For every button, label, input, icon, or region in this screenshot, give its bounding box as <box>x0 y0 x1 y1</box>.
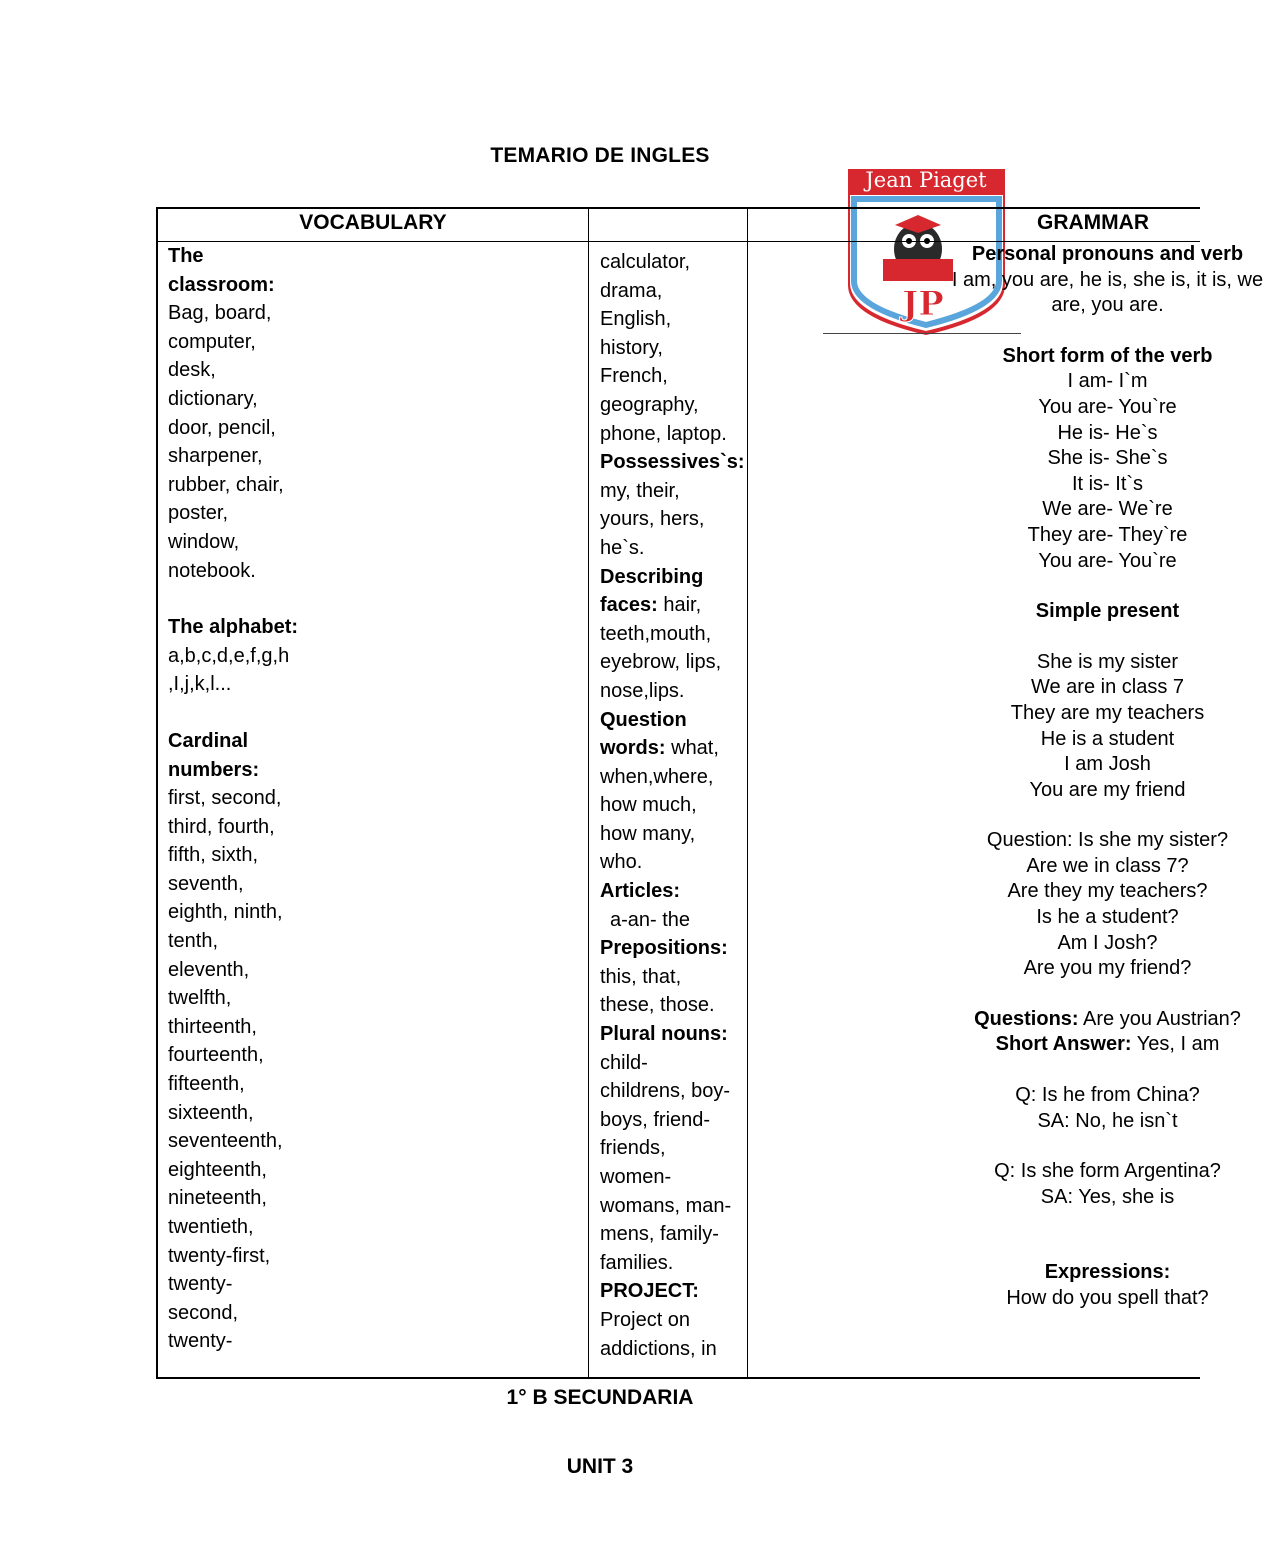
list-item: fifth, sixth, <box>168 844 259 867</box>
grammar-line: You are my friend <box>1029 778 1186 801</box>
expressions-heading: Expressions: <box>1044 1261 1171 1284</box>
grammar-line: Are you my friend? <box>1023 957 1192 980</box>
grammar-line: How do you spell that? <box>1006 1287 1209 1309</box>
short-answer-label: Short Answer: <box>995 1033 1132 1056</box>
list-item: teeth,mouth, <box>600 622 712 645</box>
grammar-header: GRAMMAR <box>1037 211 1149 234</box>
list-item: twenty- <box>168 1273 233 1296</box>
list-item: these, those. <box>600 994 715 1017</box>
list-item: what, <box>665 737 719 760</box>
articles-heading: Articles: <box>600 880 681 903</box>
list-item: door, pencil, <box>168 416 276 439</box>
table-column-divider-2 <box>747 207 748 1379</box>
vocabulary-header: VOCABULARY <box>299 211 447 234</box>
question-words-heading: Question <box>600 708 687 731</box>
faces-line <box>600 591 745 620</box>
grammar-line: She is- She`s <box>1047 447 1168 470</box>
list-item: rubber, chair, <box>168 473 284 496</box>
list-item: window, <box>168 530 240 553</box>
list-item: sixteenth, <box>168 1101 254 1124</box>
list-item: Bag, board, <box>168 302 272 325</box>
list-item: eleventh, <box>168 958 250 981</box>
project-heading: PROJECT: <box>600 1280 699 1303</box>
grammar-line: They are- They`re <box>1027 523 1188 546</box>
grammar-line: We are in class 7 <box>1030 676 1185 699</box>
list-item: families. <box>600 1251 674 1274</box>
course-label: 1° B SECUNDARIA <box>506 1386 694 1409</box>
list-item: computer, <box>168 330 256 353</box>
grammar-line: You are- You`re <box>1038 395 1177 418</box>
list-item: friends, <box>600 1137 666 1160</box>
logo-monogram: JP <box>902 284 944 324</box>
grammar-line: SA: Yes, she is <box>1040 1185 1175 1208</box>
list-item: seventeenth, <box>168 1130 283 1153</box>
list-item: ,I,j,k,l... <box>168 673 232 696</box>
list-item: fifteenth, <box>168 1073 245 1096</box>
list-item: Project on <box>600 1308 691 1331</box>
list-item: twentieth, <box>168 1216 254 1238</box>
grammar-line: It is- It`s <box>1071 472 1144 495</box>
prepositions-heading: Prepositions: <box>600 937 728 960</box>
short-form-heading: Short form of the verb <box>1002 344 1213 367</box>
list-item: twelfth, <box>168 987 232 1010</box>
grammar-line: SA: No, he isn`t <box>1037 1109 1178 1132</box>
grammar-line: You are- You`re <box>1038 549 1177 572</box>
list-item: twenty- <box>168 1330 233 1353</box>
classroom-heading-2: classroom: <box>168 273 275 296</box>
list-item: thirteenth, <box>168 1015 257 1038</box>
grammar-line: We are- We`re <box>1042 498 1173 521</box>
vocabulary-column-2 <box>600 248 745 1377</box>
document-title: TEMARIO DE INGLES <box>490 144 710 167</box>
list-item: nineteenth, <box>168 1187 267 1210</box>
list-item: dictionary, <box>168 387 258 410</box>
cardinal-heading-2: numbers: <box>168 758 260 781</box>
vocabulary-column <box>168 242 298 1356</box>
list-item: he`s. <box>600 536 645 559</box>
grammar-line: Q: Is she form Argentina? <box>994 1160 1221 1183</box>
list-item: a-an- the <box>610 908 691 931</box>
list-item: mens, family- <box>600 1223 719 1246</box>
list-item: desk, <box>168 359 216 382</box>
unit-label: UNIT 3 <box>566 1455 634 1478</box>
table-bottom-border <box>156 1377 1200 1379</box>
question-words-heading-2: words: <box>600 737 666 760</box>
list-item: calculator, <box>600 251 691 273</box>
grammar-line: She is my sister <box>1036 650 1179 673</box>
grammar-line: He is- He`s <box>1057 421 1158 444</box>
list-item: notebook. <box>168 559 256 582</box>
questions-label: Questions: <box>974 1007 1079 1030</box>
list-item: this, that, <box>600 965 682 988</box>
grammar-line: are, you are. <box>1051 294 1164 317</box>
list-item: twenty-first, <box>168 1244 271 1267</box>
list-item: seventh, <box>168 872 244 895</box>
list-item: eyebrow, lips, <box>600 651 722 674</box>
list-item: eighth, ninth, <box>168 901 283 924</box>
list-item: addictions, in <box>600 1337 717 1360</box>
grammar-line: Q: Is he from China? <box>1015 1084 1200 1107</box>
list-item: my, their, <box>600 479 680 502</box>
list-item: women- <box>600 1166 672 1188</box>
list-item: eighteenth, <box>168 1158 267 1181</box>
list-item: poster, <box>168 502 229 525</box>
grammar-column-clip <box>750 242 1264 1377</box>
grammar-text: Yes, I am <box>1131 1033 1220 1056</box>
table-top-border <box>156 207 1200 209</box>
list-item: nose,lips. <box>600 679 685 702</box>
possessives-heading: Possessives`s: <box>600 451 745 474</box>
grammar-line: Am I Josh? <box>1057 931 1158 954</box>
list-item: when,where, <box>600 765 714 788</box>
list-item: drama, <box>600 279 663 302</box>
grammar-line: Are they my teachers? <box>1007 880 1208 903</box>
pronouns-heading: Personal pronouns and verb <box>971 243 1244 265</box>
grammar-line: He is a student <box>1040 727 1175 750</box>
grammar-line: Are we in class 7? <box>1026 854 1189 877</box>
questions-line <box>945 1007 1270 1033</box>
plural-nouns-heading: Plural nouns: <box>600 1023 728 1046</box>
logo-text: Jean Piaget <box>865 168 987 192</box>
list-item: phone, laptop. <box>600 422 727 445</box>
table-column-divider-1 <box>588 207 589 1379</box>
grammar-line: I am, you are, he is, she is, it is, we <box>951 268 1264 291</box>
list-item: history, <box>600 336 663 359</box>
list-item: childrens, boy- <box>600 1080 731 1103</box>
question-words-line <box>600 734 745 763</box>
list-item: womans, man- <box>600 1194 732 1217</box>
list-item: hair, <box>657 594 702 617</box>
short-answer-line <box>945 1032 1270 1058</box>
grammar-line: Question: Is she my sister? <box>986 829 1229 852</box>
list-item: tenth, <box>168 930 219 953</box>
grammar-line: They are my teachers <box>1010 701 1205 724</box>
grammar-line: Is he a student? <box>1036 906 1179 929</box>
list-item: first, second, <box>168 787 282 810</box>
list-item: boys, friend- <box>600 1108 711 1131</box>
list-item: third, fourth, <box>168 815 275 838</box>
list-item: how many, <box>600 822 696 845</box>
faces-heading: Describing <box>600 565 704 588</box>
simple-present-heading: Simple present <box>1035 600 1180 623</box>
list-item: child- <box>600 1051 648 1074</box>
list-item: French, <box>600 365 668 388</box>
list-item: who. <box>600 851 643 874</box>
list-item: fourteenth, <box>168 1044 264 1067</box>
classroom-heading: The <box>168 245 204 267</box>
list-item: a,b,c,d,e,f,g,h <box>168 644 290 667</box>
grammar-column <box>945 242 1270 1312</box>
grammar-line: I am Josh <box>1064 753 1151 776</box>
list-item: sharpener, <box>168 445 263 468</box>
list-item: second, <box>168 1301 239 1324</box>
cardinal-heading: Cardinal <box>168 729 249 752</box>
grammar-text: Are you Austrian? <box>1078 1007 1241 1030</box>
list-item: yours, hers, <box>600 508 705 531</box>
faces-heading-2: faces: <box>600 594 658 617</box>
grammar-line: I am- I`m <box>1067 370 1148 393</box>
table-left-border <box>156 207 158 1379</box>
list-item: geography, <box>600 393 699 416</box>
alphabet-heading: The alphabet: <box>168 616 299 639</box>
list-item: how much, <box>600 794 697 817</box>
list-item: English, <box>600 308 672 331</box>
